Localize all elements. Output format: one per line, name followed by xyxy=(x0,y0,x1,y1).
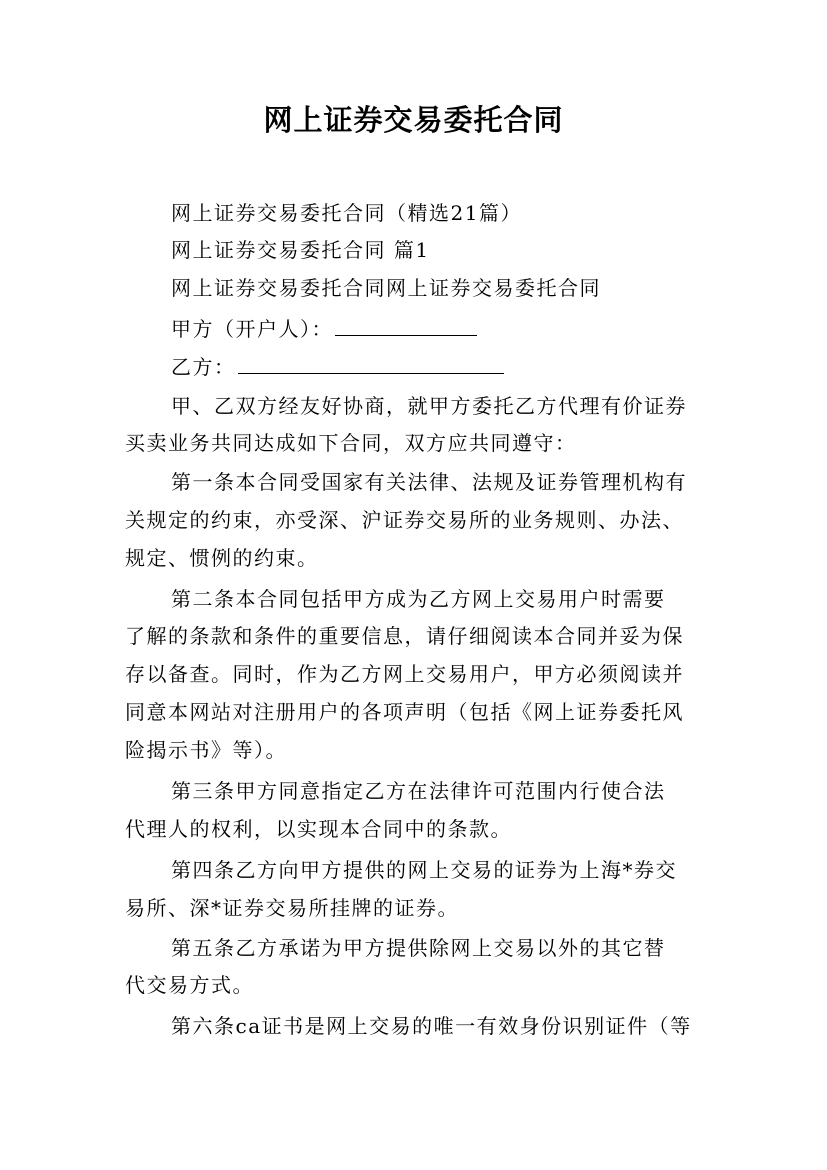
article-5-line: 代交易方式。 xyxy=(125,973,254,997)
article-1-line: 关规定的约束，亦受深、沪证券交易所的业务规则、办法、 xyxy=(125,508,684,532)
article-2-line: 第二条本合同包括甲方成为乙方网上交易用户时需要 xyxy=(171,587,666,611)
party-a-label: 甲方（开户人）： xyxy=(171,317,333,341)
article-4-line: 易所、深*证券交易所挂牌的证券。 xyxy=(125,896,459,920)
paragraph-line: 甲、乙双方经友好协商，就甲方委托乙方代理有价证券 xyxy=(171,394,687,418)
document-title: 网上证券交易委托合同 xyxy=(263,103,564,137)
article-3-line: 代理人的权利，以实现本合同中的条款。 xyxy=(125,817,512,841)
subtitle-line: 网上证券交易委托合同（精选21篇） xyxy=(171,201,522,225)
contract-heading: 网上证券交易委托合同网上证券交易委托合同 xyxy=(171,276,601,300)
paragraph-line: 买卖业务共同达成如下合同，双方应共同遵守： xyxy=(125,431,577,455)
article-3-line: 第三条甲方同意指定乙方在法律许可范围内行使合法 xyxy=(171,779,666,803)
article-4-line: 第四条乙方向甲方提供的网上交易的证券为上海*券交 xyxy=(171,858,677,882)
article-2-line: 同意本网站对注册用户的各项声明（包括《网上证券委托风 xyxy=(125,700,684,724)
party-a-line xyxy=(171,315,477,343)
article-2-line: 险揭示书》等）。 xyxy=(125,738,287,762)
article-6-line: 第六条ca证书是网上交易的唯一有效身份识别证件（等 xyxy=(171,1014,692,1038)
party-b-label: 乙方： xyxy=(171,355,236,379)
article-2-line: 了解的条款和条件的重要信息，请仔细阅读本合同并妥为保 xyxy=(125,624,684,648)
article-2-line: 存以备查。同时，作为乙方网上交易用户，甲方必须阅读并 xyxy=(125,662,684,686)
party-a-blank xyxy=(335,317,477,336)
party-b-line xyxy=(171,353,504,381)
party-b-blank xyxy=(238,355,504,374)
article-1-line: 规定、惯例的约束。 xyxy=(125,546,319,570)
article-5-line: 第五条乙方承诺为甲方提供除网上交易以外的其它替 xyxy=(171,936,666,960)
section-heading: 网上证券交易委托合同 篇1 xyxy=(171,238,430,262)
article-1-line: 第一条本合同受国家有关法律、法规及证券管理机构有 xyxy=(171,470,687,494)
